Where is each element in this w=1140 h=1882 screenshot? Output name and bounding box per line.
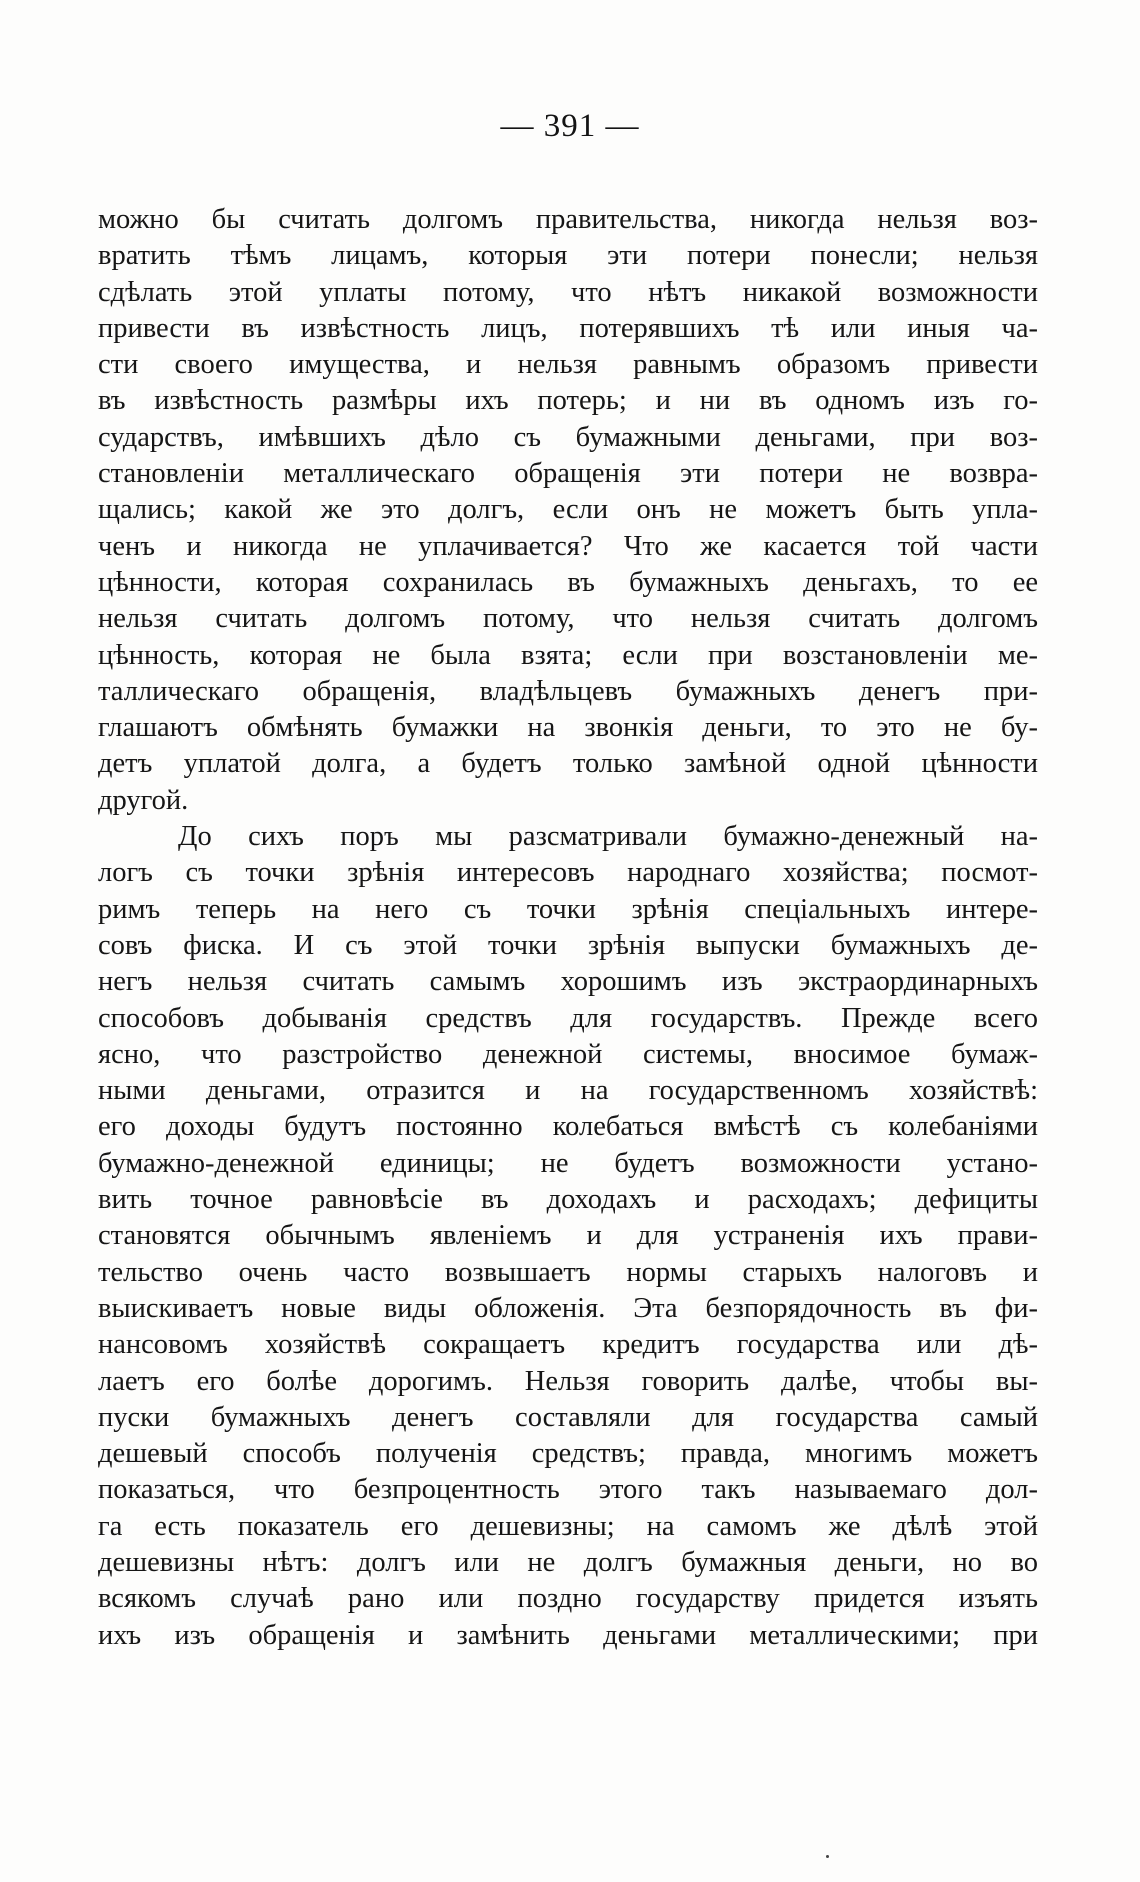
text-line: его доходы будутъ постоянно колебаться вмѣстѣ съ колебаніями	[98, 1111, 1038, 1143]
text-line: вить точное равновѣсіе въ доходахъ и расходахъ; дефициты	[98, 1184, 1038, 1216]
body-text	[98, 202, 1038, 1654]
text-line-indented: До сихъ поръ мы разсматривали бумажно-денежный на-	[178, 821, 1038, 853]
text-line: римъ теперь на него съ точки зрѣнія спеціальныхъ интере-	[98, 893, 1038, 925]
text-line: совъ фиска. И съ этой точки зрѣнія выпуски бумажныхъ де-	[98, 929, 1038, 961]
text-line: детъ уплатой долга, а будетъ только замѣной одной цѣнности	[98, 748, 1038, 780]
paragraph-1	[98, 202, 1038, 819]
text-line: выискиваетъ новые виды обложенія. Эта безпорядочность въ фи-	[98, 1292, 1038, 1324]
text-line: тельство очень часто возвышаетъ нормы старыхъ налоговъ и	[98, 1256, 1038, 1288]
text-line: способовъ добыванія средствъ для государствъ. Прежде всего	[98, 1002, 1038, 1034]
text-line: пуски бумажныхъ денегъ составляли для государства самый	[98, 1401, 1038, 1433]
text-line: становленіи металлическаго обращенія эти потери не возвра-	[98, 458, 1038, 490]
text-line: всякомъ случаѣ рано или поздно государству придется изъять	[98, 1583, 1038, 1615]
text-line: становятся обычнымъ явленіемъ и для устраненія ихъ прави-	[98, 1220, 1038, 1252]
print-speck	[826, 1855, 829, 1858]
text-line: показаться, что безпроцентность этого такъ называемаго дол-	[98, 1474, 1038, 1506]
text-line: ясно, что разстройство денежной системы, вносимое бумаж-	[98, 1038, 1038, 1070]
text-line: можно бы считать долгомъ правительства, никогда нельзя воз-	[98, 204, 1038, 235]
text-line: вратить тѣмъ лицамъ, которыя эти потери понесли; нельзя	[98, 240, 1038, 272]
text-line: цѣнность, которая не была взята; если при возстановленіи ме-	[98, 639, 1038, 671]
text-line: сдѣлать этой уплаты потому, что нѣтъ никакой возможности	[98, 276, 1038, 308]
text-line: таллическаго обращенія, владѣльцевъ бумажныхъ денегъ при-	[98, 675, 1038, 707]
text-line: негъ нельзя считать самымъ хорошимъ изъ экстраординарныхъ	[98, 966, 1038, 998]
text-line: бумажно-денежной единицы; не будетъ возможности устано-	[98, 1147, 1038, 1179]
text-line: ными деньгами, отразится и на государственномъ хозяйствѣ:	[98, 1075, 1038, 1107]
text-line: ихъ изъ обращенія и замѣнить деньгами металлическими; при	[98, 1619, 1038, 1651]
text-line: дешевый способъ полученія средствъ; правда, многимъ можетъ	[98, 1438, 1038, 1470]
text-line: другой.	[98, 784, 189, 816]
page-number: — 391 —	[500, 108, 640, 144]
text-line: дешевизны нѣтъ: долгъ или не долгъ бумажныя деньги, но во	[98, 1546, 1038, 1578]
text-line: лаетъ его болѣе дорогимъ. Нельзя говорить далѣе, чтобы вы-	[98, 1365, 1038, 1397]
text-line: нельзя считать долгомъ потому, что нельзя считать долгомъ	[98, 603, 1038, 635]
text-line: нансовомъ хозяйствѣ сокращаетъ кредитъ государства или дѣ-	[98, 1329, 1038, 1361]
text-line: га есть показатель его дешевизны; на самомъ же дѣлѣ этой	[98, 1510, 1038, 1542]
text-line: ченъ и никогда не уплачивается? Что же касается той части	[98, 530, 1038, 562]
text-line: въ извѣстность размѣры ихъ потерь; и ни въ одномъ изъ го-	[98, 385, 1038, 417]
text-line: сударствъ, имѣвшихъ дѣло съ бумажными деньгами, при воз-	[98, 421, 1038, 453]
paragraph-2	[98, 819, 1038, 1654]
text-line: щались; какой же это долгъ, если онъ не можетъ быть упла-	[98, 494, 1038, 526]
text-line: сти своего имущества, и нельзя равнымъ образомъ привести	[98, 349, 1038, 381]
text-line: привести въ извѣстность лицъ, потерявшихъ тѣ или иныя ча-	[98, 312, 1038, 344]
text-line: цѣнности, которая сохранилась въ бумажныхъ деньгахъ, то ее	[98, 566, 1038, 598]
text-line: логъ съ точки зрѣнія интересовъ народнаго хозяйства; посмот-	[98, 857, 1038, 889]
text-line: глашаютъ обмѣнять бумажки на звонкія деньги, то это не бу-	[98, 712, 1038, 744]
